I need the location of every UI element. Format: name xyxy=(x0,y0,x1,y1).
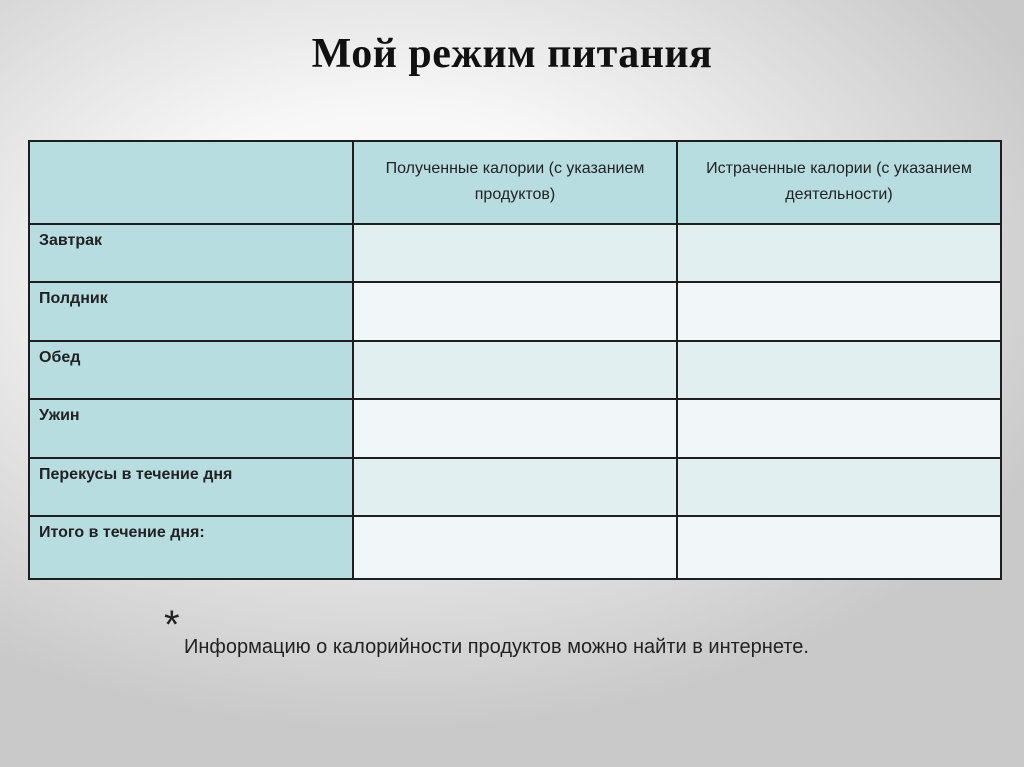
row-label-snacks: Перекусы в течение дня xyxy=(29,458,353,517)
row-label-dinner: Ужин xyxy=(29,399,353,458)
cell-dinner-received[interactable] xyxy=(353,399,677,458)
row-label-breakfast: Завтрак xyxy=(29,224,353,283)
row-label-afternoon-snack: Полдник xyxy=(29,282,353,341)
meal-plan-table xyxy=(28,140,1002,580)
header-corner-cell xyxy=(29,141,353,224)
table-row-lunch xyxy=(29,341,1001,400)
cell-lunch-spent[interactable] xyxy=(677,341,1001,400)
cell-afternoon-snack-received[interactable] xyxy=(353,282,677,341)
cell-lunch-received[interactable] xyxy=(353,341,677,400)
cell-breakfast-spent[interactable] xyxy=(677,224,1001,283)
cell-snacks-received[interactable] xyxy=(353,458,677,517)
row-label-daily-total: Итого в течение дня: xyxy=(29,516,353,579)
table-header-row xyxy=(29,141,1001,224)
cell-daily-total-spent[interactable] xyxy=(677,516,1001,579)
table-row-breakfast xyxy=(29,224,1001,283)
cell-breakfast-received[interactable] xyxy=(353,224,677,283)
row-label-lunch: Обед xyxy=(29,341,353,400)
cell-afternoon-snack-spent[interactable] xyxy=(677,282,1001,341)
footnote-marker: * xyxy=(164,603,180,647)
footnote-text: Информацию о калорийности продуктов можно найти в интернете. xyxy=(184,636,809,658)
header-spent-calories: Истраченные калории (с указанием деятельности) xyxy=(677,141,1001,224)
cell-dinner-spent[interactable] xyxy=(677,399,1001,458)
header-received-calories: Полученные калории (с указанием продуктов) xyxy=(353,141,677,224)
cell-snacks-spent[interactable] xyxy=(677,458,1001,517)
table-row-daily-total xyxy=(29,516,1001,579)
cell-daily-total-received[interactable] xyxy=(353,516,677,579)
table-row-afternoon-snack xyxy=(29,282,1001,341)
slide-title: Мой режим питания xyxy=(311,31,713,77)
table-row-snacks xyxy=(29,458,1001,517)
table-row-dinner xyxy=(29,399,1001,458)
